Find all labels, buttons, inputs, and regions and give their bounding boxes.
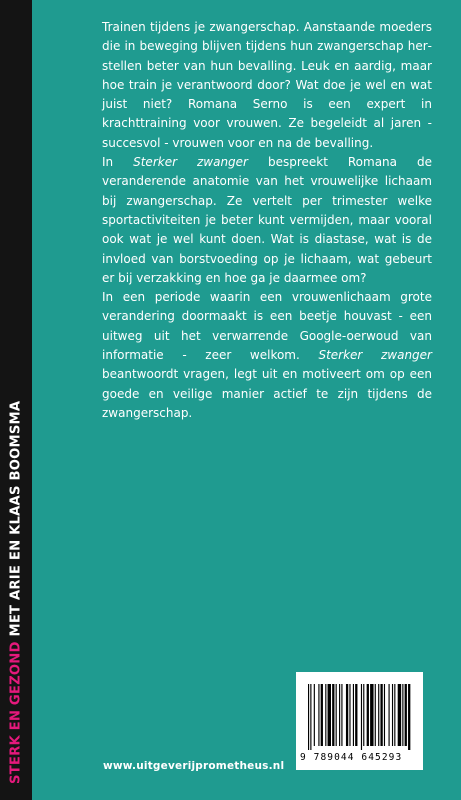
publisher-website: www.uitgeverijprometheus.nl xyxy=(103,760,285,772)
text-run: In een periode waarin een vrouwenlichaam grote verandering doormaakt is een beetje houvast - een uitweg uit het verwarrende Google-oerwoud van informatie - zeer welkom. xyxy=(102,290,432,363)
text-run: bespreekt Romana de veranderende anatomie van het vrouwelijke lichaam bij zwangerschap. Ze vertelt per trimester welke sportactiviteiten je beter kunt vermijden, maar vooral ook wat je wel kunt doen. Wat is diastase, wat is de invloed van borstvoeding op je lichaam, wat gebeurt er bij verzakking en hoe ga je daarmee om? xyxy=(102,155,432,285)
book-title-ref: Sterker zwanger xyxy=(318,348,432,363)
blurb-text xyxy=(102,18,432,423)
text-run: beantwoordt vragen, legt uit en motiveert om op een goede en veilige manier actief te zijn tijdens de zwangerschap. xyxy=(102,367,432,420)
book-spine xyxy=(0,0,32,800)
text-run: In xyxy=(102,155,134,170)
blurb-paragraph-1: Trainen tijdens je zwangerschap. Aanstaande moeders die in beweging blijven tijdens hun zwangerschap herstellen beter van hun bevalling. Leuk en aardig, maar hoe train je verantwoord door? Wat doe je wel en wat juist niet? Romana Serno is een expert in krachttraining voor vrouwen. Ze begeleidt al jaren - succesvol - vrouwen voor en na de bevalling. xyxy=(102,20,432,150)
barcode-panel xyxy=(296,672,423,770)
book-title-ref: Sterker zwanger xyxy=(133,155,248,170)
spine-text xyxy=(9,401,22,784)
barcode-icon xyxy=(308,684,412,750)
blurb-paragraph-2 xyxy=(102,153,432,288)
blurb-paragraph-3 xyxy=(102,288,432,423)
series-name: STERK EN GEZOND xyxy=(8,641,24,784)
isbn-number: 9 789044 645293 xyxy=(300,752,403,763)
spine-authors: MET ARIE EN KLAAS BOOMSMA xyxy=(8,400,24,637)
